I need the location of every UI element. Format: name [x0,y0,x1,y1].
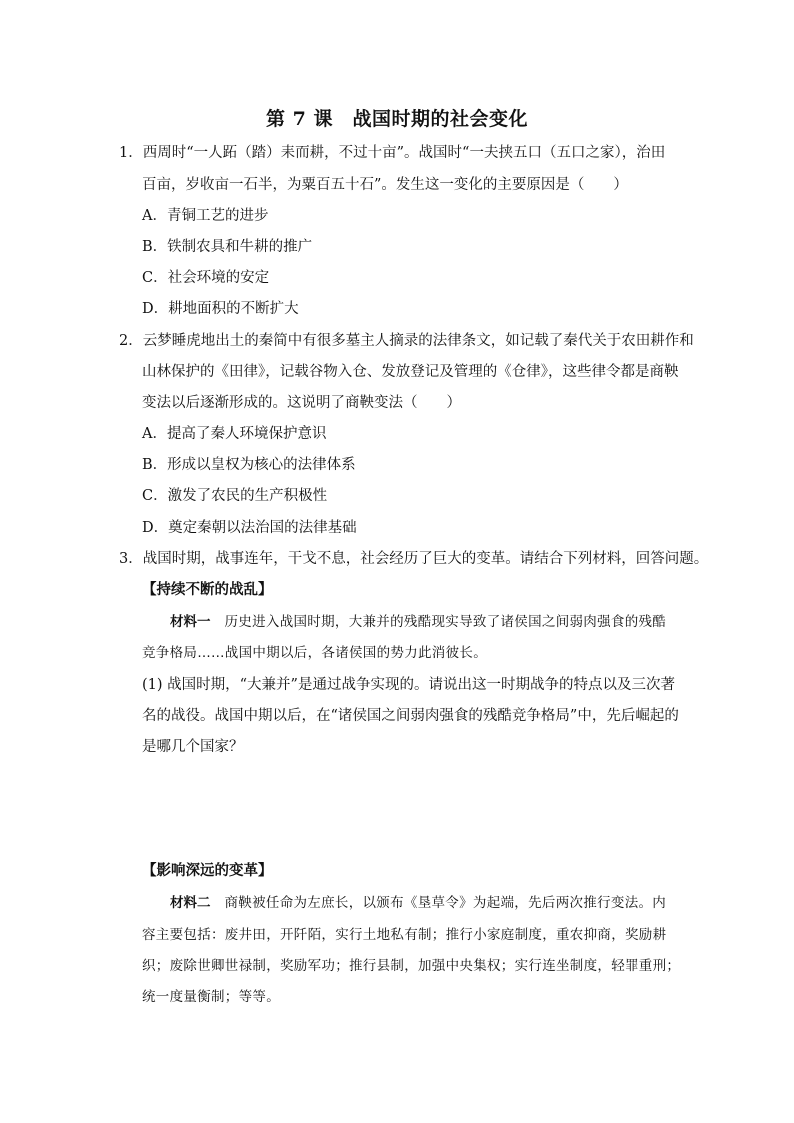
question-2-line-3: 变法以后逐渐形成的。这说明了商鞅变法（ ） [142,395,461,411]
section-heading-reform: 【影响深远的变革】 [142,862,273,879]
material-1-line-1 [170,612,666,632]
question-1-option-c: C．社会环境的安定 [142,270,270,286]
question-2-option-c: C．激发了农民的生产积极性 [142,488,328,504]
question-1-option-b: B．铁制农具和牛耕的推广 [142,239,313,255]
material-1-line-2: 竞争格局……战国中期以后，各诸侯国的势力此消彼长。 [142,645,487,661]
material-2-line-2: 容主要包括：废井田，开阡陌，实行土地私有制；推行小家庭制度，重农抑商，奖励耕 [142,927,667,943]
question-2-line-2: 山林保护的《田律》，记载谷物入仓、发放登记及管理的《仓律》，这些律令都是商鞅 [142,364,679,380]
material-2-line-1 [170,893,666,913]
material-2-label: 材料二 [170,895,211,911]
material-1-text: 历史进入战国时期，大兼并的残酷现实导致了诸侯国之间弱肉强食的残酷 [224,614,667,630]
question-1-line-2: 百亩，岁收亩一石半，为粟百五十石”。发生这一变化的主要原因是（ ） [142,177,628,193]
material-2-line-3: 织；废除世卿世禄制，奖励军功；推行县制，加强中央集权；实行连坐制度，轻罪重刑； [142,958,681,974]
question-1-line-1: 1．西周时“一人跖（踏）耒而耕，不过十亩”。战国时“一夫挟五口（五口之家），治田 [119,145,666,161]
question-1-option-d: D．耕地面积的不断扩大 [142,301,299,317]
page-title: 第 7 课 战国时期的社会变化 [266,108,528,130]
material-2-text: 商鞅被任命为左庶长，以颁布《垦草令》为起端，先后两次推行变法。内 [224,895,667,911]
question-2-option-b: B．形成以皇权为核心的法律体系 [142,457,356,473]
question-2-line-1: 2．云梦睡虎地出土的秦简中有很多墓主人摘录的法律条文，如记载了秦代关于农田耕作和 [119,333,694,349]
question-2-option-d: D．奠定秦朝以法治国的法律基础 [142,520,357,536]
material-2-line-4: 统一度量衡制；等等。 [142,989,280,1005]
sub-question-1-line-1: (1) 战国时期，“大兼并”是通过战争实现的。请说出这一时期战争的特点以及三次著 [142,677,675,693]
question-3-intro: 3．战国时期，战事连年，干戈不息，社会经历了巨大的变革。请结合下列材料，回答问题。 [119,551,709,567]
material-1-label: 材料一 [170,614,211,630]
sub-question-1-line-3: 是哪几个国家？ [142,739,244,755]
sub-question-1-line-2: 名的战役。战国中期以后，在“诸侯国之间弱肉强食的残酷竞争格局”中，先后崛起的 [142,708,679,724]
section-heading-wars: 【持续不断的战乱】 [142,581,273,598]
question-1-option-a: A．青铜工艺的进步 [142,208,269,224]
question-2-option-a: A．提高了秦人环境保护意识 [142,426,327,442]
